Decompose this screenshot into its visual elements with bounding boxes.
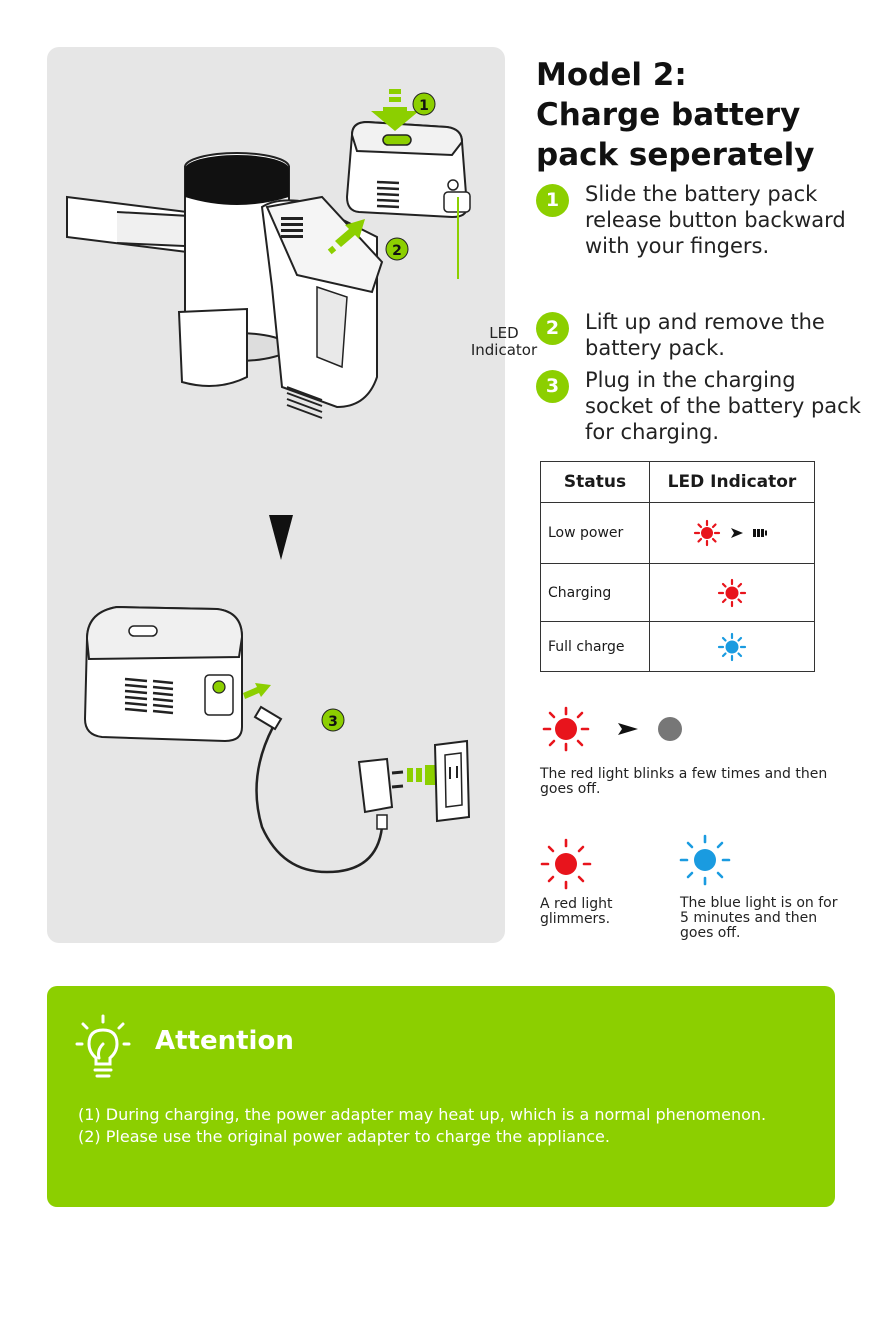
red-light-then-battery-icon bbox=[687, 518, 777, 548]
step-3 bbox=[536, 367, 866, 445]
steps-list bbox=[536, 181, 866, 445]
step-3-number: 3 bbox=[536, 370, 569, 403]
callout-1: 1 bbox=[419, 98, 429, 114]
blue-light-icon bbox=[717, 632, 747, 662]
page-title bbox=[536, 55, 866, 175]
red-glimmer-icon bbox=[540, 838, 592, 890]
header-led-indicator: LED Indicator bbox=[650, 462, 815, 503]
step-1-number: 1 bbox=[536, 184, 569, 217]
table-row bbox=[541, 622, 815, 672]
attention-item-2: (2) Please use the original power adapter to charge the appliance. bbox=[78, 1127, 610, 1146]
lightbulb-icon bbox=[75, 1014, 131, 1086]
attention-list bbox=[78, 1104, 818, 1148]
step-2-number: 2 bbox=[536, 312, 569, 345]
status-cell: Full charge bbox=[541, 622, 650, 672]
table-header-row bbox=[541, 462, 815, 503]
indicator-cell bbox=[650, 622, 815, 672]
illustration-panel bbox=[47, 47, 538, 943]
callout-2: 2 bbox=[392, 243, 402, 259]
table-row bbox=[541, 503, 815, 564]
red-glimmer-description: A red light glimmers. bbox=[540, 896, 613, 927]
table-row bbox=[541, 564, 815, 622]
header-status: Status bbox=[541, 462, 650, 503]
step-1 bbox=[536, 181, 866, 309]
attention-box bbox=[47, 986, 835, 1207]
charging-illustration bbox=[47, 47, 505, 943]
title-line-2: Charge battery bbox=[536, 97, 801, 133]
step-2-text: Lift up and remove the battery pack. bbox=[585, 310, 825, 360]
callout-3: 3 bbox=[328, 714, 338, 730]
title-line-3: pack seperately bbox=[536, 137, 815, 173]
step-3-text: Plug in the charging socket of the battery pack for charging. bbox=[585, 368, 861, 444]
attention-title: Attention bbox=[155, 1026, 294, 1056]
led-label-line-2: Indicator bbox=[470, 341, 538, 359]
status-cell: Charging bbox=[541, 564, 650, 622]
led-label-line-1: LED bbox=[489, 324, 519, 342]
blue-light-description: The blue light is on for 5 minutes and then goes off. bbox=[680, 895, 838, 941]
attention-item-1: (1) During charging, the power adapter may heat up, which is a normal phenomenon. bbox=[78, 1105, 767, 1124]
step-2 bbox=[536, 309, 866, 367]
status-cell: Low power bbox=[541, 503, 650, 564]
title-line-1: Model 2: bbox=[536, 57, 687, 93]
step-1-text: Slide the battery pack release button backward with your fingers. bbox=[585, 182, 846, 258]
red-blink-then-off-icon bbox=[540, 706, 690, 752]
indicator-cell bbox=[650, 503, 815, 564]
blink-description: The red light blinks a few times and then goes off. bbox=[540, 766, 828, 797]
indicator-cell bbox=[650, 564, 815, 622]
blue-light-legend-icon bbox=[679, 834, 731, 886]
led-status-table bbox=[540, 461, 815, 672]
red-light-icon bbox=[717, 578, 747, 608]
